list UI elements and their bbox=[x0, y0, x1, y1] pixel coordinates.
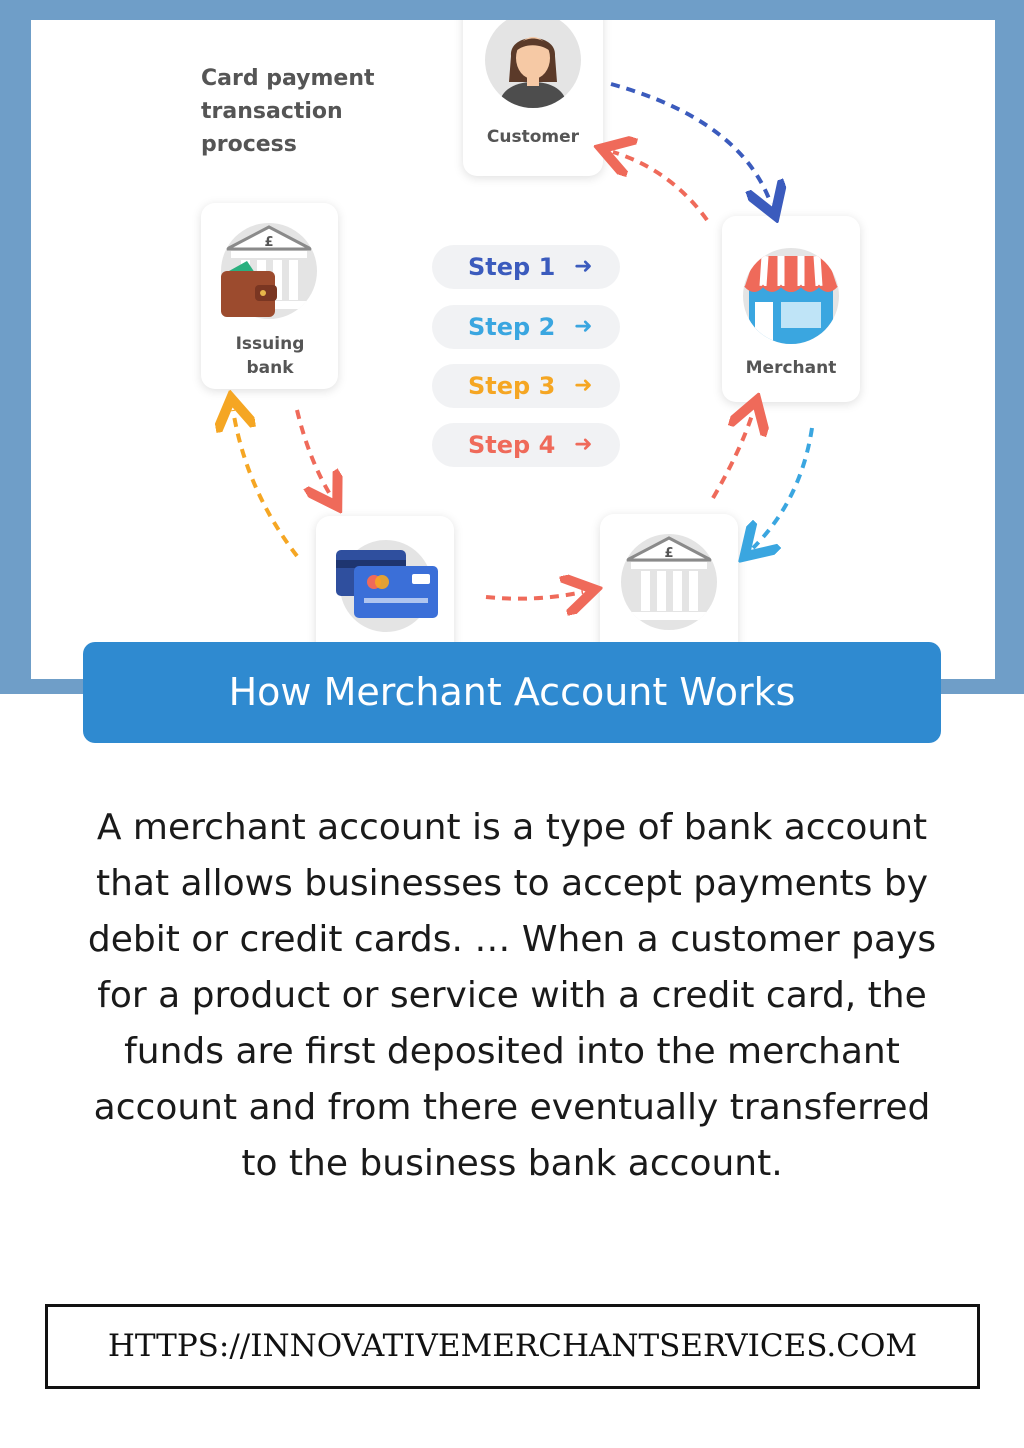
step-3-label: Step 3 bbox=[468, 372, 556, 400]
diagram-title: Card payment transaction process bbox=[201, 66, 375, 157]
diagram-image bbox=[31, 20, 995, 679]
arrow-acquirer-to-merchant bbox=[713, 412, 753, 498]
arrow-right-icon: ➜ bbox=[574, 254, 593, 279]
arrow-merchant-to-customer bbox=[613, 152, 707, 220]
flow-arrows bbox=[31, 20, 995, 679]
step-3-pill bbox=[432, 364, 620, 408]
step-2-label: Step 2 bbox=[468, 313, 556, 341]
svg-text:£: £ bbox=[664, 546, 674, 561]
description-text: A merchant account is a type of bank account that allows businesses to accept payments by debit or credit cards. … When a customer pays for a product or service with a credit card, the funds are first deposited into the merchant account and from there eventually transferred to the business bank account. bbox=[87, 807, 937, 1184]
step-1-label: Step 1 bbox=[468, 253, 556, 281]
step-2-pill bbox=[432, 305, 620, 349]
arrow-issuer-to-card bbox=[297, 410, 331, 496]
arrow-card-to-acquirer bbox=[486, 592, 583, 599]
step-4-label: Step 4 bbox=[468, 431, 556, 459]
customer-label: Customer bbox=[486, 127, 580, 147]
website-link[interactable]: HTTPS://INNOVATIVEMERCHANTSERVICES.COM bbox=[107, 1328, 918, 1364]
svg-text:£: £ bbox=[264, 235, 274, 250]
arrow-merchant-to-acquirer bbox=[753, 428, 812, 548]
url-box bbox=[45, 1304, 980, 1389]
issuing-bank-label: Issuing bank bbox=[235, 334, 305, 378]
arrow-right-icon: ➜ bbox=[574, 373, 593, 398]
arrow-card-to-issuer bbox=[233, 410, 297, 556]
step-4-pill bbox=[432, 423, 620, 467]
arrow-customer-to-merchant bbox=[611, 84, 771, 204]
banner-title: How Merchant Account Works bbox=[83, 642, 941, 743]
step-1-pill bbox=[432, 245, 620, 289]
arrow-right-icon: ➜ bbox=[574, 314, 593, 339]
arrow-right-icon: ➜ bbox=[574, 432, 593, 457]
merchant-label: Merchant bbox=[745, 358, 837, 378]
